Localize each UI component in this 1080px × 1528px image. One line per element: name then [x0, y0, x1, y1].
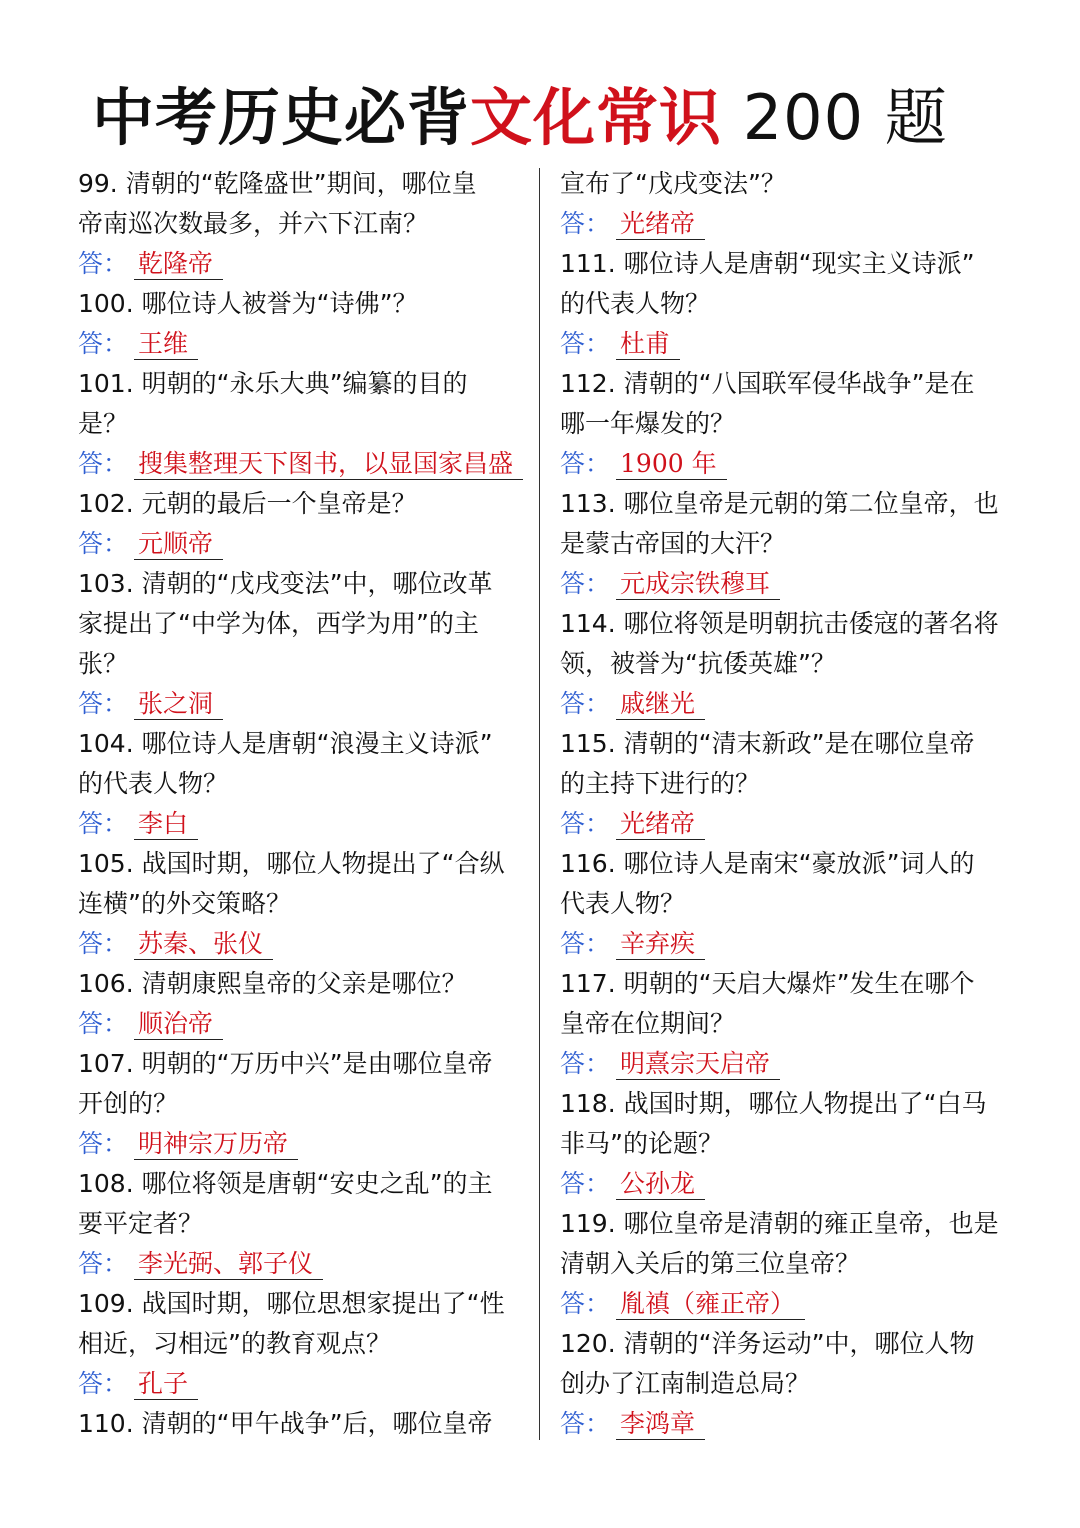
answer-label: 答：: [78, 1249, 129, 1278]
question-block: [560, 844, 1006, 964]
answer-line: [78, 924, 524, 964]
question-text-line: 111. 哪位诗人是唐朝“现实主义诗派”: [560, 249, 975, 278]
answer-value: 苏秦、张仪: [134, 929, 273, 960]
question-block: [78, 164, 524, 284]
answer-line: [560, 204, 1006, 244]
question-text-line: 103. 清朝的“戊戌变法”中，哪位改革: [78, 569, 493, 598]
question-text-line: 张？: [78, 649, 129, 678]
question-block: [78, 1044, 524, 1164]
answer-value: 张之洞: [134, 689, 223, 720]
question-text-line: 要平定者？: [78, 1209, 204, 1238]
question-block: [78, 1164, 524, 1284]
answer-label: 答：: [560, 809, 611, 838]
title-part-red: 文化常识: [470, 81, 723, 154]
question-block: [78, 364, 524, 484]
question-block: [560, 1204, 1006, 1324]
question-text-line: 120. 清朝的“洋务运动”中，哪位人物: [560, 1329, 975, 1358]
question-text-line: 相近，习相远”的教育观点？: [78, 1329, 391, 1358]
answer-value: 1900 年: [616, 449, 727, 480]
right-column: [560, 164, 1006, 1444]
answer-value: 顺治帝: [134, 1009, 223, 1040]
question-text-line: 100. 哪位诗人被誉为“诗佛”？: [78, 289, 418, 318]
title-part-black: 中考历史必背: [92, 81, 471, 154]
answer-value: 戚继光: [616, 689, 705, 720]
answer-line: [560, 1404, 1006, 1444]
answer-value: 搜集整理天下图书，以显国家昌盛: [134, 449, 523, 480]
question-block: [78, 564, 524, 724]
question-text-line: 帝南巡次数最多，并六下江南？: [78, 209, 429, 238]
answer-line: [78, 1364, 524, 1404]
question-block: [560, 244, 1006, 364]
answer-label: 答：: [78, 1009, 129, 1038]
answer-value: 辛弃疾: [616, 929, 705, 960]
answer-label: 答：: [78, 1369, 129, 1398]
question-block: [78, 484, 524, 564]
question-text-line: 99. 清朝的“乾隆盛世”期间，哪位皇: [78, 169, 477, 198]
answer-line: [560, 564, 1006, 604]
answer-label: 答：: [560, 209, 611, 238]
answer-value: 公孙龙: [616, 1169, 705, 1200]
question-block: [78, 724, 524, 844]
answer-line: [78, 1244, 524, 1284]
answer-value: 明熹宗天启帝: [616, 1049, 780, 1080]
question-text-line: 113. 哪位皇帝是元朝的第二位皇帝，也: [560, 489, 999, 518]
answer-label: 答：: [78, 809, 129, 838]
question-block: [560, 364, 1006, 484]
answer-value: 元成宗铁穆耳: [616, 569, 780, 600]
question-block: [560, 964, 1006, 1084]
answer-value: 李白: [134, 809, 198, 840]
question-block: [78, 964, 524, 1044]
answer-line: [560, 1044, 1006, 1084]
answer-value: 光绪帝: [616, 809, 705, 840]
answer-label: 答：: [78, 1129, 129, 1158]
question-text-line: 是蒙古帝国的大汗？: [560, 529, 786, 558]
question-block: [560, 484, 1006, 604]
question-text-line: 是？: [78, 409, 129, 438]
answer-label: 答：: [560, 1169, 611, 1198]
answer-label: 答：: [78, 249, 129, 278]
answer-label: 答：: [78, 689, 129, 718]
answer-line: [560, 804, 1006, 844]
question-text-line: 的代表人物？: [560, 289, 711, 318]
answer-line: [78, 1004, 524, 1044]
question-text-line: 的主持下进行的？: [560, 769, 761, 798]
answer-value: 杜甫: [616, 329, 680, 360]
question-text-line: 112. 清朝的“八国联军侵华战争”是在: [560, 369, 975, 398]
question-block: [78, 844, 524, 964]
answer-label: 答：: [78, 449, 129, 478]
answer-line: [560, 684, 1006, 724]
answer-line: [78, 244, 524, 284]
question-block: [560, 724, 1006, 844]
question-block: [560, 604, 1006, 724]
title-part-count: 200 题: [722, 81, 948, 154]
answer-value: 王维: [134, 329, 198, 360]
question-text-line: 107. 明朝的“万历中兴”是由哪位皇帝: [78, 1049, 493, 1078]
answer-label: 答：: [560, 569, 611, 598]
answer-label: 答：: [560, 1289, 611, 1318]
answer-line: [560, 444, 1006, 484]
question-text-line: 115. 清朝的“清末新政”是在哪位皇帝: [560, 729, 975, 758]
question-text-line: 101. 明朝的“永乐大典”编纂的目的: [78, 369, 468, 398]
answer-value: 李鸿章: [616, 1409, 705, 1440]
question-text-line: 108. 哪位将领是唐朝“安史之乱”的主: [78, 1169, 493, 1198]
answer-line: [560, 1164, 1006, 1204]
question-text-line: 非马”的论题？: [560, 1129, 723, 1158]
question-text-line: 106. 清朝康熙皇帝的父亲是哪位？: [78, 969, 467, 998]
question-text-line: 皇帝在位期间？: [560, 1009, 736, 1038]
answer-label: 答：: [78, 329, 129, 358]
answer-label: 答：: [78, 529, 129, 558]
question-text-line: 109. 战国时期，哪位思想家提出了“性: [78, 1289, 505, 1318]
question-text-line: 105. 战国时期，哪位人物提出了“合纵: [78, 849, 505, 878]
left-column: [78, 164, 524, 1444]
answer-value: 孔子: [134, 1369, 198, 1400]
answer-label: 答：: [560, 929, 611, 958]
question-text-line: 117. 明朝的“天启大爆炸”发生在哪个: [560, 969, 975, 998]
answer-value: 乾隆帝: [134, 249, 223, 280]
question-text-line: 118. 战国时期，哪位人物提出了“白马: [560, 1089, 987, 1118]
question-block: [78, 1284, 524, 1404]
answer-label: 答：: [560, 689, 611, 718]
question-text-line: 领，被誉为“抗倭英雄”？: [560, 649, 836, 678]
question-text-line: 代表人物？: [560, 889, 686, 918]
question-text-line: 119. 哪位皇帝是清朝的雍正皇帝，也是: [560, 1209, 999, 1238]
question-text-line: 连横”的外交策略？: [78, 889, 291, 918]
question-text-line: 的代表人物？: [78, 769, 229, 798]
question-text-line: 创办了江南制造总局？: [560, 1369, 811, 1398]
question-text-line: 102. 元朝的最后一个皇帝是？: [78, 489, 417, 518]
question-block: [78, 284, 524, 364]
column-divider: [539, 168, 540, 1440]
answer-line: [78, 524, 524, 564]
answer-line: [78, 444, 524, 484]
answer-label: 答：: [78, 929, 129, 958]
question-text-line: 110. 清朝的“甲午战争”后，哪位皇帝: [78, 1409, 493, 1438]
question-text-line: 宣布了“戊戌变法”？: [560, 169, 786, 198]
question-text-line: 清朝入关后的第三位皇帝？: [560, 1249, 861, 1278]
page-title: [92, 78, 948, 158]
answer-line: [78, 684, 524, 724]
question-block: [560, 1324, 1006, 1444]
answer-label: 答：: [560, 329, 611, 358]
question-text-line: 114. 哪位将领是明朝抗击倭寇的著名将: [560, 609, 999, 638]
answer-value: 元顺帝: [134, 529, 223, 560]
question-block: [78, 1404, 524, 1444]
answer-line: [560, 324, 1006, 364]
question-text-line: 开创的？: [78, 1089, 179, 1118]
question-text-line: 哪一年爆发的？: [560, 409, 736, 438]
question-text-line: 家提出了“中学为体，西学为用”的主: [78, 609, 479, 638]
answer-label: 答：: [560, 1409, 611, 1438]
answer-line: [560, 1284, 1006, 1324]
answer-value: 光绪帝: [616, 209, 705, 240]
answer-label: 答：: [560, 449, 611, 478]
question-block: [560, 164, 1006, 244]
answer-value: 李光弼、郭子仪: [134, 1249, 323, 1280]
answer-line: [78, 1124, 524, 1164]
answer-line: [78, 804, 524, 844]
question-text-line: 116. 哪位诗人是南宋“豪放派”词人的: [560, 849, 975, 878]
answer-line: [560, 924, 1006, 964]
answer-value: 明神宗万历帝: [134, 1129, 298, 1160]
answer-label: 答：: [560, 1049, 611, 1078]
answer-line: [78, 324, 524, 364]
question-block: [560, 1084, 1006, 1204]
answer-value: 胤禛（雍正帝）: [616, 1289, 805, 1320]
question-text-line: 104. 哪位诗人是唐朝“浪漫主义诗派”: [78, 729, 493, 758]
